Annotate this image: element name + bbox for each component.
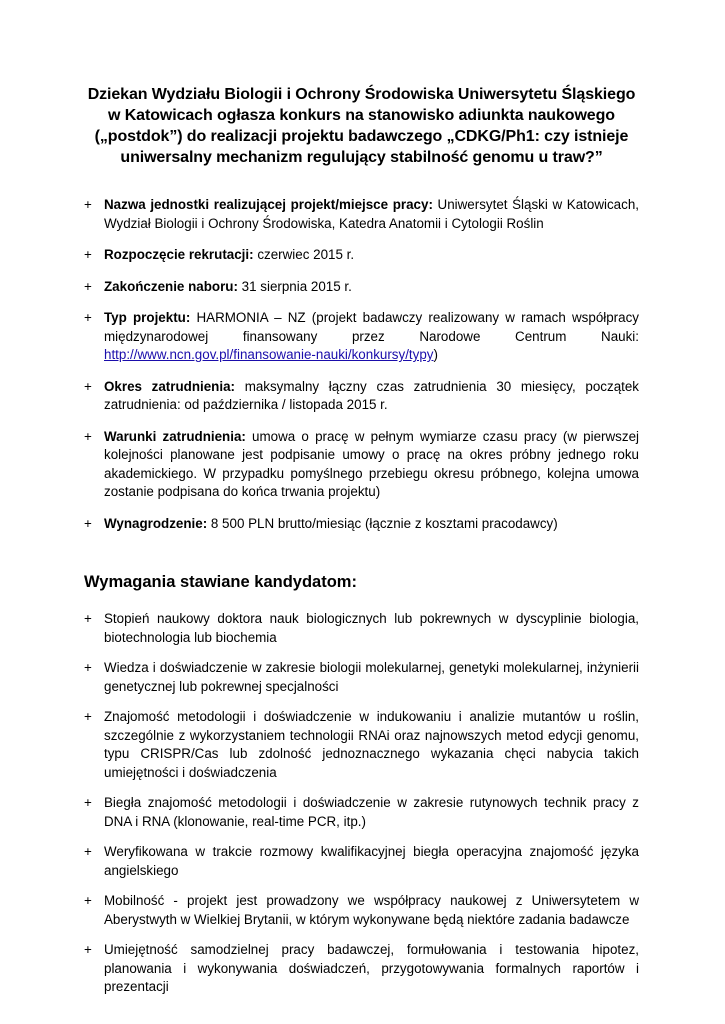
requirement-text: Umiejętność samodzielnej pracy badawczej, formułowania i testowania hipotez, planowania i wykonywania doświadczeń, przygotowywania formalnych raportów i prezentacji — [104, 942, 639, 994]
requirement-item — [84, 659, 639, 696]
plus-bullet-icon: + — [84, 515, 92, 531]
plus-bullet-icon: + — [84, 197, 92, 212]
ncn-link[interactable]: http://www.ncn.gov.pl/finansowanie-nauki/konkursy/typy — [104, 347, 434, 362]
plus-bullet-icon: + — [84, 378, 92, 394]
info-item-recruitment-end — [84, 278, 639, 297]
info-item-employment-terms — [84, 428, 639, 502]
info-label: Nazwa jednostki realizującej projekt/miejsce pracy: — [104, 197, 433, 212]
requirements-list — [84, 610, 639, 997]
info-value: Uniwersytet Śląski w Katowicach, Wydział Biologii i Ochrony Środowiska, Katedra Anatomii i Cytologii Roślin — [104, 197, 639, 231]
plus-bullet-icon: + — [84, 893, 92, 908]
page-title — [84, 0, 639, 168]
info-value: 31 sierpnia 2015 r. — [237, 278, 352, 294]
plus-bullet-icon: + — [84, 795, 92, 810]
info-label: Zakończenie naboru: — [104, 278, 238, 294]
info-item-employment-period — [84, 378, 639, 415]
plus-bullet-icon: + — [84, 709, 92, 724]
info-value: umowa o pracę w pełnym wymiarze czasu pracy (w pierwszej kolejności planowane jest podpisanie umowy o pracę na okres próbny jednego roku akademickiego. W przypadku pomyślnego przebiegu okresu próbnego, kolejna umowa zostanie podpisana do końca trwania projektu) — [104, 428, 639, 499]
info-label: Typ projektu: — [104, 310, 191, 325]
plus-bullet-icon: + — [84, 611, 92, 626]
requirement-text: Wiedza i doświadczenie w zakresie biologii molekularnej, genetyki molekularnej, inżynierii genetycznej lub pokrewnej specjalności — [104, 660, 639, 694]
title-line: w Katowicach ogłasza konkurs na stanowisko adiunkta naukowego — [108, 107, 615, 124]
plus-bullet-icon: + — [84, 942, 92, 957]
requirement-item — [84, 610, 639, 647]
info-label: Okres zatrudnienia: — [104, 378, 235, 394]
job-info-list — [84, 196, 639, 533]
title-line: Dziekan Wydziału Biologii i Ochrony Środowiska Uniwersytetu Śląskiego — [87, 86, 636, 103]
info-item-salary — [84, 515, 639, 534]
info-label: Wynagrodzenie: — [104, 515, 208, 531]
info-value-end: ) — [433, 347, 438, 362]
requirement-text: Biegła znajomość metodologii i doświadczenie w zakresie rutynowych technik pracy z DNA i RNA (klonowanie, real-time PCR, itp.) — [104, 795, 639, 829]
info-item-project-type — [84, 309, 639, 365]
requirements-heading: Wymagania stawiane kandydatom: — [84, 573, 357, 591]
info-label: Rozpoczęcie rekrutacji: — [104, 247, 254, 262]
info-value: 8 500 PLN brutto/miesiąc (łącznie z kosztami pracodawcy) — [207, 515, 558, 531]
requirement-text: Stopień naukowy doktora nauk biologicznych lub pokrewnych w dyscyplinie biologia, biotechnologia lub biochemia — [104, 611, 639, 645]
title-line: („postdok”) do realizacji projektu badawczego „CDKG/Ph1: czy istnieje — [94, 128, 629, 145]
plus-bullet-icon: + — [84, 247, 92, 262]
info-value: maksymalny łączny czas zatrudnienia 30 miesięcy, początek zatrudnienia: od października / listopada 2015 r. — [104, 378, 640, 412]
requirement-item — [84, 843, 639, 880]
info-item-unit — [84, 196, 639, 233]
info-item-recruitment-start — [84, 246, 639, 265]
requirement-item — [84, 941, 639, 997]
info-value: czerwiec 2015 r. — [253, 247, 355, 262]
info-value: HARMONIA – NZ (projekt badawczy realizowany w ramach współpracy międzynarodowej finansowany przez Narodowe Centrum Nauki: — [104, 310, 639, 344]
plus-bullet-icon: + — [84, 428, 92, 444]
requirement-item — [84, 794, 639, 831]
plus-bullet-icon: + — [84, 844, 92, 859]
requirement-item — [84, 892, 639, 929]
plus-bullet-icon: + — [84, 310, 92, 325]
plus-bullet-icon: + — [84, 660, 92, 675]
requirement-text: Mobilność - projekt jest prowadzony we współpracy naukowej z Uniwersytetem w Aberystwyth w Wielkiej Brytanii, w którym wykonywane będą niektóre zadania badawcze — [104, 893, 639, 927]
requirement-text: Weryfikowana w trakcie rozmowy kwalifikacyjnej biegła operacyjna znajomość języka angielskiego — [104, 844, 639, 878]
plus-bullet-icon: + — [84, 278, 92, 294]
info-label: Warunki zatrudnienia: — [104, 428, 246, 444]
title-line: uniwersalny mechanizm regulujący stabilność genomu u traw?” — [120, 149, 603, 166]
requirement-item — [84, 708, 639, 782]
requirement-text: Znajomość metodologii i doświadczenie w indukowaniu i analizie mutantów u roślin, szczególnie z wykorzystaniem technologii RNAi oraz najnowszych metod edycji genomu, typu CRISPR/Cas lub zdolność jednoznacznego wykazania chęci nabycia takich umiejętności i doświadczenia — [104, 709, 639, 780]
